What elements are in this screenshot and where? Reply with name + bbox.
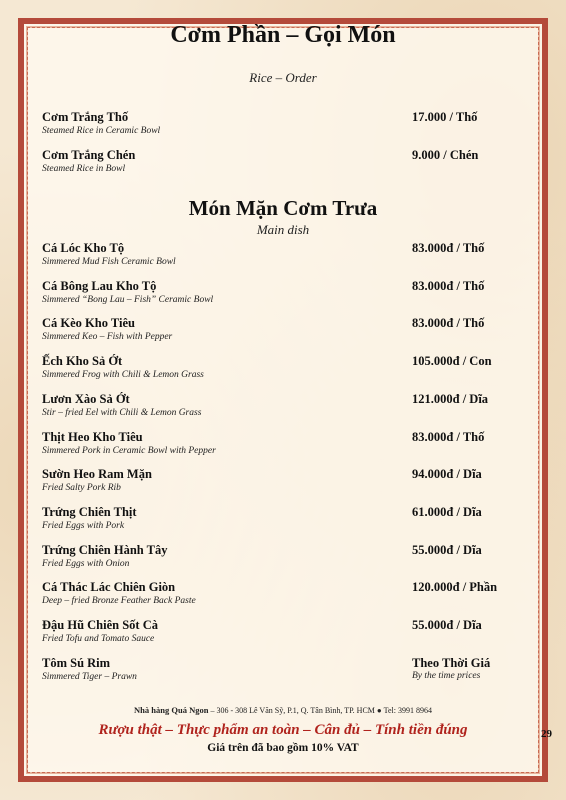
menu-item-price: 121.000đ / Dĩa	[412, 391, 489, 406]
menu-item	[42, 543, 502, 569]
menu-item	[42, 467, 502, 493]
menu-item-name: Đậu Hũ Chiên Sốt Cà	[42, 618, 158, 632]
menu-item-name: Lươn Xào Sả Ớt	[42, 391, 130, 406]
menu-item-name: Ếch Kho Sả Ớt	[42, 354, 123, 369]
menu-item	[42, 618, 502, 644]
menu-item-name: Cơm Trắng Thố	[42, 110, 129, 124]
menu-item-name: Cơm Trắng Chén	[42, 148, 136, 162]
menu-item-description: Simmered Mud Fish Ceramic Bowl	[42, 257, 176, 267]
menu-item-description: Simmered Frog with Chili & Lemon Grass	[42, 370, 204, 381]
menu-item-name: Cá Lóc Kho Tộ	[42, 241, 125, 255]
section-title-main-dish: Món Mặn Cơm Trưa	[188, 196, 378, 220]
menu-item	[42, 430, 502, 456]
menu-item-price: 83.000đ / Thố	[412, 429, 485, 444]
menu-item	[42, 392, 502, 418]
menu-item	[42, 354, 502, 380]
bullet-separator: ●	[376, 706, 382, 715]
menu-item-price: 83.000đ / Thố	[412, 278, 485, 293]
section-subtitle-main-dish: Main dish	[256, 222, 310, 237]
menu-item	[42, 505, 502, 531]
menu-item-price: 94.000đ / Dĩa	[412, 467, 482, 482]
menu-item-description: Fried Eggs with Pork	[42, 520, 125, 531]
section-title-rice: Cơm Phần – Gọi Món	[170, 22, 396, 48]
menu-item-name: Thịt Heo Kho Tiêu	[42, 429, 143, 444]
menu-item-description: Simmered Pork in Ceramic Bowl with Pepper	[42, 445, 216, 456]
menu-item-description: Steamed Rice in Bowl	[42, 164, 126, 174]
menu-item	[42, 656, 502, 682]
menu-item-price: 55.000đ / Dĩa	[412, 542, 482, 557]
menu-item	[42, 580, 502, 606]
menu-item-price: 83.000đ / Thố	[412, 316, 485, 331]
menu-item-name: Cá Thác Lác Chiên Giòn	[42, 580, 176, 595]
page-number: 29	[541, 728, 552, 740]
menu-item-price: 83.000đ / Thố	[412, 241, 485, 255]
menu-item-price: 61.000đ / Dĩa	[412, 504, 482, 519]
menu-item-price: 120.000đ / Phần	[412, 580, 498, 595]
menu-item-price: 9.000 / Chén	[412, 148, 479, 162]
menu-item-description: Deep – fried Bronze Feather Back Paste	[42, 596, 196, 607]
menu-item-description: Simmered Tiger – Prawn	[42, 671, 137, 682]
menu-item-price: Theo Thời Giá	[412, 655, 491, 670]
menu-item-description: Fried Salty Pork Rib	[42, 483, 121, 494]
menu-item-price: 105.000đ / Con	[412, 354, 492, 369]
menu-item-name: Trứng Chiên Thịt	[42, 504, 137, 519]
menu-item-description: Simmered Keo – Fish with Pepper	[42, 332, 173, 343]
menu-item-name: Cá Kèo Kho Tiêu	[42, 316, 135, 331]
menu-item-description: Stir – fried Eel with Chili & Lemon Grass	[42, 407, 202, 418]
vat-note: Giá trên đã bao gồm 10% VAT	[207, 742, 359, 754]
restaurant-phone: Tel: 3991 8964	[383, 706, 432, 715]
menu-item	[42, 241, 502, 267]
menu-item	[42, 279, 502, 305]
menu-item-description: Fried Tofu and Tomato Sauce	[42, 634, 155, 644]
slogan: Rượu thật – Thực phẩm an toàn – Cân đủ – Tính tiền đúng	[98, 722, 468, 738]
section-subtitle-rice: Rice – Order	[249, 70, 317, 85]
menu-item	[42, 316, 502, 342]
menu-item-price-note: By the time prices	[412, 670, 481, 681]
menu-item	[42, 148, 502, 174]
menu-item-name: Tôm Sú Rim	[42, 655, 111, 670]
menu-item-name: Cá Bông Lau Kho Tộ	[42, 278, 157, 293]
menu-item-name: Sườn Heo Ram Mặn	[42, 467, 152, 482]
menu-item	[42, 110, 502, 136]
restaurant-address-line	[0, 705, 566, 715]
menu-item-description: Simmered “Bong Lau – Fish” Ceramic Bowl	[42, 294, 214, 305]
menu-item-description: Fried Eggs with Onion	[42, 558, 130, 569]
restaurant-name: Nhà hàng Quá Ngon	[134, 705, 209, 715]
menu-item-description: Steamed Rice in Ceramic Bowl	[42, 126, 161, 136]
menu-item-price: 55.000đ / Dĩa	[412, 618, 482, 632]
menu-item-name: Trứng Chiên Hành Tây	[42, 542, 168, 557]
restaurant-address: – 306 - 308 Lê Văn Sỹ, P.1, Q. Tân Bình, TP. HCM	[210, 706, 375, 715]
menu-item-price: 17.000 / Thố	[412, 110, 478, 124]
